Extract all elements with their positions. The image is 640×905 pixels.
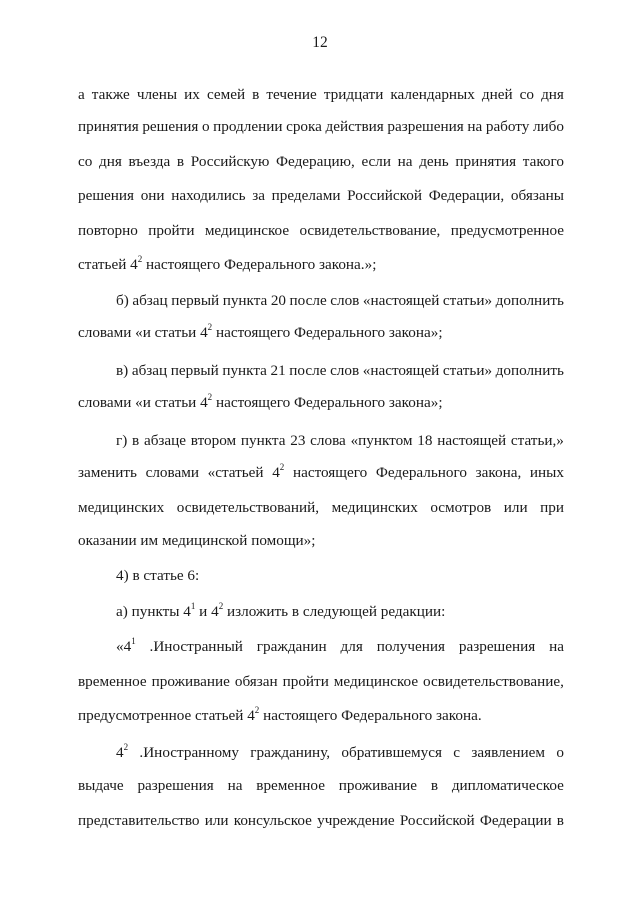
word: также [91,86,130,103]
word: решения [142,118,199,135]
superscript: 1 [131,635,136,646]
text-line [78,463,564,483]
word: .Иностранный [149,638,243,655]
word: временное [78,673,147,690]
word: первый [170,362,219,379]
word: предусмотренное [450,222,564,239]
text-line [116,361,564,381]
word: освидетельствование, [299,222,441,239]
word: дня [99,153,122,170]
word: о [556,744,564,761]
word: пункта [240,432,286,449]
word: обязаны [510,187,564,204]
superscript: 2 [218,600,224,611]
word: такого [522,153,564,170]
superscript: 2 [207,391,213,402]
word: настоящей [437,432,507,449]
word: на [397,153,413,170]
word: слов [330,292,360,309]
word: Российскую [190,153,270,170]
word: получения [376,638,446,655]
page-number: 12 [312,34,328,51]
word: медицинских [331,499,418,516]
text-line [116,743,564,763]
word: проживание [338,777,418,794]
word: иных [529,464,564,481]
word: настоящего [292,464,368,481]
word: настоящего Федерального закона. [259,707,482,724]
text-line [78,498,564,518]
word: заменить [78,464,137,481]
word: словами «и статьи 4 [78,394,208,411]
word: находились [171,187,246,204]
word: на [227,777,243,794]
text-line [78,811,564,831]
word: или [204,812,229,829]
word: Федерального [375,464,467,481]
word: после [289,362,327,379]
word: временное [256,777,325,794]
text-line [78,393,564,413]
word: абзаце [143,432,187,449]
word: абзац [132,292,168,309]
word: $4^2$ [272,461,285,481]
word: работу [485,118,530,135]
word: для [340,638,363,655]
word: освидетельствований, [176,499,320,516]
word: проживание [151,673,230,690]
text-line [78,672,564,692]
word: предусмотренное статьей 4 [78,707,255,724]
word: после [289,292,327,309]
text-line [116,566,564,586]
text-line [78,152,564,172]
word: гражданину, [250,744,331,761]
word: настоящего Федерального закона»; [212,324,443,341]
word: они [140,187,165,204]
word: пройти [282,673,329,690]
word: освидетельствование, [423,673,564,690]
word: $4^2$ [116,741,129,761]
word: заявлением [471,744,545,761]
word: осмотров [430,499,492,516]
word: разрешения [387,118,464,135]
word: а) пункты 4 [116,603,191,620]
text-line [78,85,564,105]
word: действия [325,118,384,135]
word: въезда [128,153,171,170]
word: либо [532,118,564,135]
word: консульское [233,812,312,829]
word: слов [330,362,360,379]
word: тридцати [323,86,384,103]
text-line [78,186,564,206]
word: г) [116,432,128,449]
word: статьей 4 [78,256,138,273]
superscript: 2 [123,741,129,752]
word: пункта [222,362,267,379]
word: гражданин [256,638,327,655]
word: члены [136,86,178,103]
word: статьи,» [510,432,564,449]
word: закона, [475,464,522,481]
word: в [556,812,564,829]
word: пункта [222,292,268,309]
word: статьи» [442,362,493,379]
word: настоящего Федерального закона»; [212,394,443,411]
word: медицинское [204,222,290,239]
word: словами [145,464,199,481]
superscript: 2 [254,704,260,715]
word: на [549,638,564,655]
text-line [116,291,564,311]
word: а [78,86,85,103]
word: 18 [417,432,433,449]
word: б) [116,292,129,309]
word: изложить в следующей редакции: [223,603,446,620]
word: .Иностранному [139,744,239,761]
word: в [176,153,185,170]
word: настоящего Федерального закона.»; [142,256,377,273]
word: Российской [399,812,475,829]
superscript: 2 [207,321,213,332]
word: втором [190,432,237,449]
word: слова [310,432,346,449]
word: оказании им медицинской помощи»; [78,532,316,549]
word: со [519,86,535,103]
word: в) [116,362,129,379]
word: продлении [213,118,283,135]
text-line [116,602,564,622]
word: разрешения [137,777,214,794]
word: срока [286,118,322,135]
text-line [78,323,564,343]
word: о [201,118,210,135]
word: дипломатическое [451,777,564,794]
text-line [116,637,564,657]
word: семей [206,86,246,103]
word: выдаче [78,777,124,794]
word: Российской [347,187,422,204]
word: первый [171,292,220,309]
word: решения [78,187,135,204]
word: медицинских [78,499,165,516]
word: Федерацию, [276,153,355,170]
word: пределами [271,187,341,204]
superscript: 2 [137,253,143,264]
word: «настоящей [362,292,440,309]
superscript: 1 [190,600,196,611]
word: обязан [234,673,278,690]
word: Федерации, [428,187,505,204]
word: дня [541,86,564,103]
word: пройти [148,222,195,239]
word: Федерации [479,812,552,829]
word: «статьей [207,464,264,481]
word: если [361,153,392,170]
text-line [78,531,564,551]
word: и 4 [195,603,219,620]
superscript: 2 [279,461,285,472]
word: словами «и статьи 4 [78,324,208,341]
word: статьи» [442,292,493,309]
word: при [540,499,564,516]
word: абзац [131,362,168,379]
word: календарных [390,86,475,103]
text-line [78,776,564,796]
word: представительство [78,812,200,829]
word: учреждение [317,812,395,829]
word: 23 [290,432,306,449]
word: дней [481,86,513,103]
text-line [78,221,564,241]
word: день [419,153,449,170]
word: 21 [270,362,286,379]
word: с [453,744,461,761]
text-line [78,706,564,726]
word: обратившемуся [341,744,442,761]
word: «пунктом [350,432,413,449]
word: их [184,86,200,103]
word: в [252,86,260,103]
word: «$4^1$ [116,635,136,655]
text-line [116,431,564,451]
word: повторно [78,222,138,239]
word: течение [266,86,317,103]
word: за [252,187,265,204]
word: со [78,153,93,170]
text-line [78,255,564,275]
word: на [467,118,483,135]
word: 4) в статье 6: [116,567,200,584]
word: в [430,777,438,794]
word: принятия [455,153,517,170]
word: 20 [270,292,287,309]
text-line [78,117,564,137]
word: разрешения [458,638,536,655]
word: дополнить [495,362,564,379]
word: в [132,432,140,449]
word: дополнить [495,292,564,309]
word: или [503,499,528,516]
word: «настоящей [362,362,440,379]
word: медицинское [333,673,419,690]
word: принятия [78,118,139,135]
